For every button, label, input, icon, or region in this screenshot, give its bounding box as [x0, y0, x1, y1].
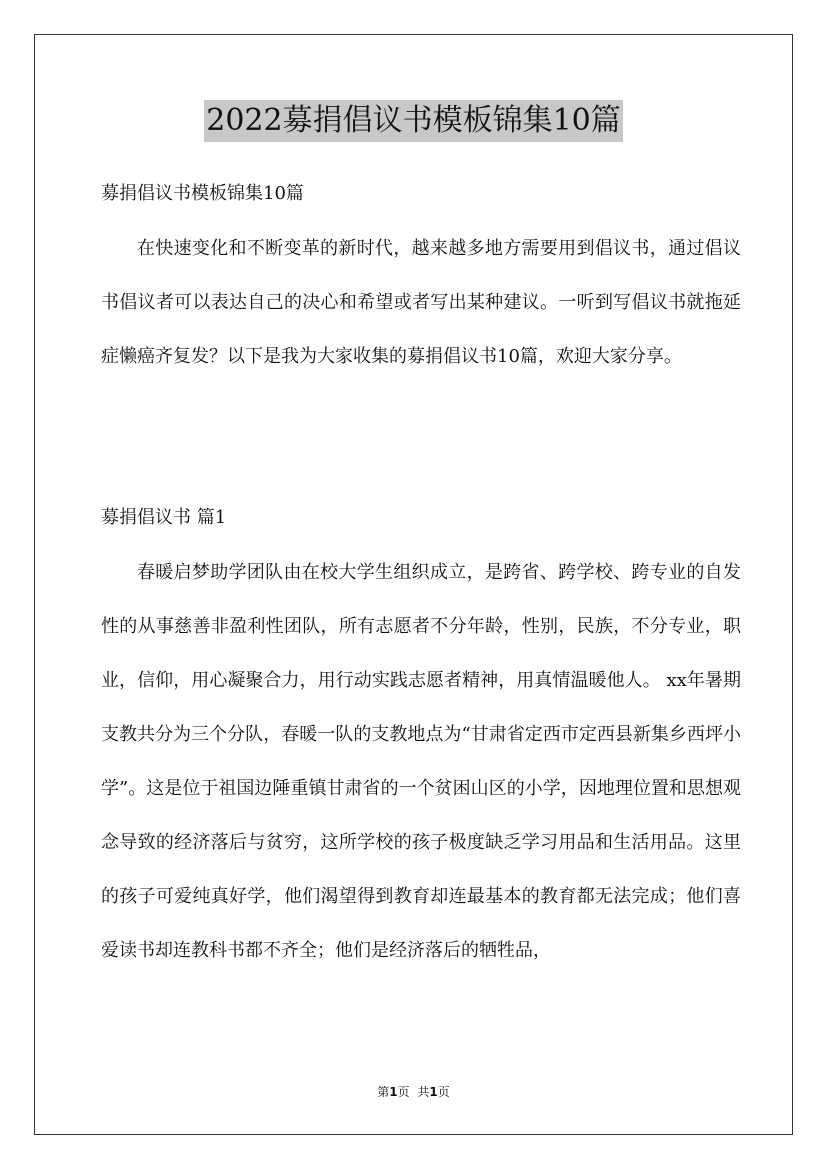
intro-paragraph: 在快速变化和不断变革的新时代，越来越多地方需要用到倡议书，通过倡议书倡议者可以表达自己的决心和希望或者写出某种建议。一听到写倡议书就拖延症懒癌齐复发？以下是我为大家收集的募捐倡议书10篇，欢迎大家分享。 [101, 238, 741, 367]
title-container [0, 100, 827, 142]
page-suffix: 页 [397, 1085, 410, 1099]
document-title: 2022募捐倡议书模板锦集10篇 [204, 100, 623, 142]
page-footer [0, 1083, 827, 1101]
document-subtitle: 募捐倡议书模板锦集10篇 [101, 183, 304, 204]
total-suffix: 页 [437, 1085, 450, 1099]
total-pages: 1 [429, 1085, 438, 1099]
section-body-paragraph: 春暖启梦助学团队由在校大学生组织成立，是跨省、跨学校、跨专业的自发性的从事慈善非盈利性团队，所有志愿者不分年龄，性别，民族，不分专业，职业，信仰，用心凝聚合力，用行动实践志愿者精神，用真情温暖他人。 xx年暑期支教共分为三个分队，春暖一队的支教地点为“甘肃省定西市定西县新集乡西坪小学”。这是位于祖国边陲重镇甘肃省的一个贫困山区的小学，因地理位置和思想观念导致的经济落后与贫穷，这所学校的孩子极度缺乏学习用品和生活用品。这里的孩子可爱纯真好学，他们渴望得到教育却连最基本的教育都无法完成；他们喜爱读书却连教科书都不齐全；他们是经济落后的牺牲品， [101, 562, 741, 961]
section-heading: 募捐倡议书 篇1 [101, 507, 227, 528]
page-prefix: 第 [377, 1085, 390, 1099]
page-number: 1 [389, 1085, 398, 1099]
total-prefix: 共 [417, 1085, 430, 1099]
